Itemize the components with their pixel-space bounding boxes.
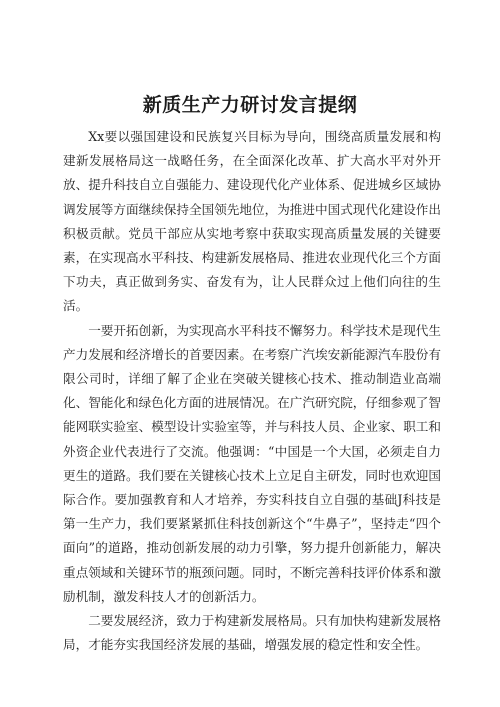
document-title: 新质生产力研讨发言提纲	[142, 94, 358, 116]
paragraph-innovation: 一要开拓创新，为实现高水平科技不懈努力。科学技术是现代生产力发展和经济增长的首要因素。在考察广汽埃安新能源汽车股份有限公司时，详细了解了企业在突破关键核心技术、推动制造业高端化、智能化和绿色化方面的进展情况。在广汽研究院，仔细参观了智能网联实验室、模型设计实验室等，并与科技人员、企业家、职工和外资企业代表进行了交流。他强调：“中国是一个大国，必须走自力更生的道路。我们要在关键核心技术上立足自主研发，同时也欢迎国际合作。要加强教育和人才培养，夯实科技自立自强的基础J科技是第一生产力，我们要紧紧抓住科技创新这个“牛鼻子”，坚持走“四个面向”的道路，推动创新发展的动力引擎，努力提升创新能力，解决重点领域和关键环节的瓶颈问题。同时，不断完善科技评价体系和激励机制，激发科技人才的创新活力。	[63, 322, 441, 604]
document-body	[63, 125, 441, 657]
paragraph-economy: 二要发展经济，致力于构建新发展格局。只有加快构建新发展格局，才能夯实我国经济发展的基础，增强发展的稳定性和安全性。	[63, 613, 441, 653]
paragraph-intro: Xx要以强国建设和民族复兴目标为导向，围绕高质量发展和构建新发展格局这一战略任务，在全面深化改革、扩大高水平对外开放、提升科技自立自强能力、建设现代化产业体系、促进城乡区域协调发展等方面继续保持全国领先地位，为推进中国式现代化建设作出积极贡献。党员干部应从实地考察中获取实现高质量发展的关键要素，在实现高水平科技、构建新发展格局、推进农业现代化三个方面下功夫，真正做到务实、奋发有为，让人民群众过上他们向往的生活。	[63, 129, 441, 314]
